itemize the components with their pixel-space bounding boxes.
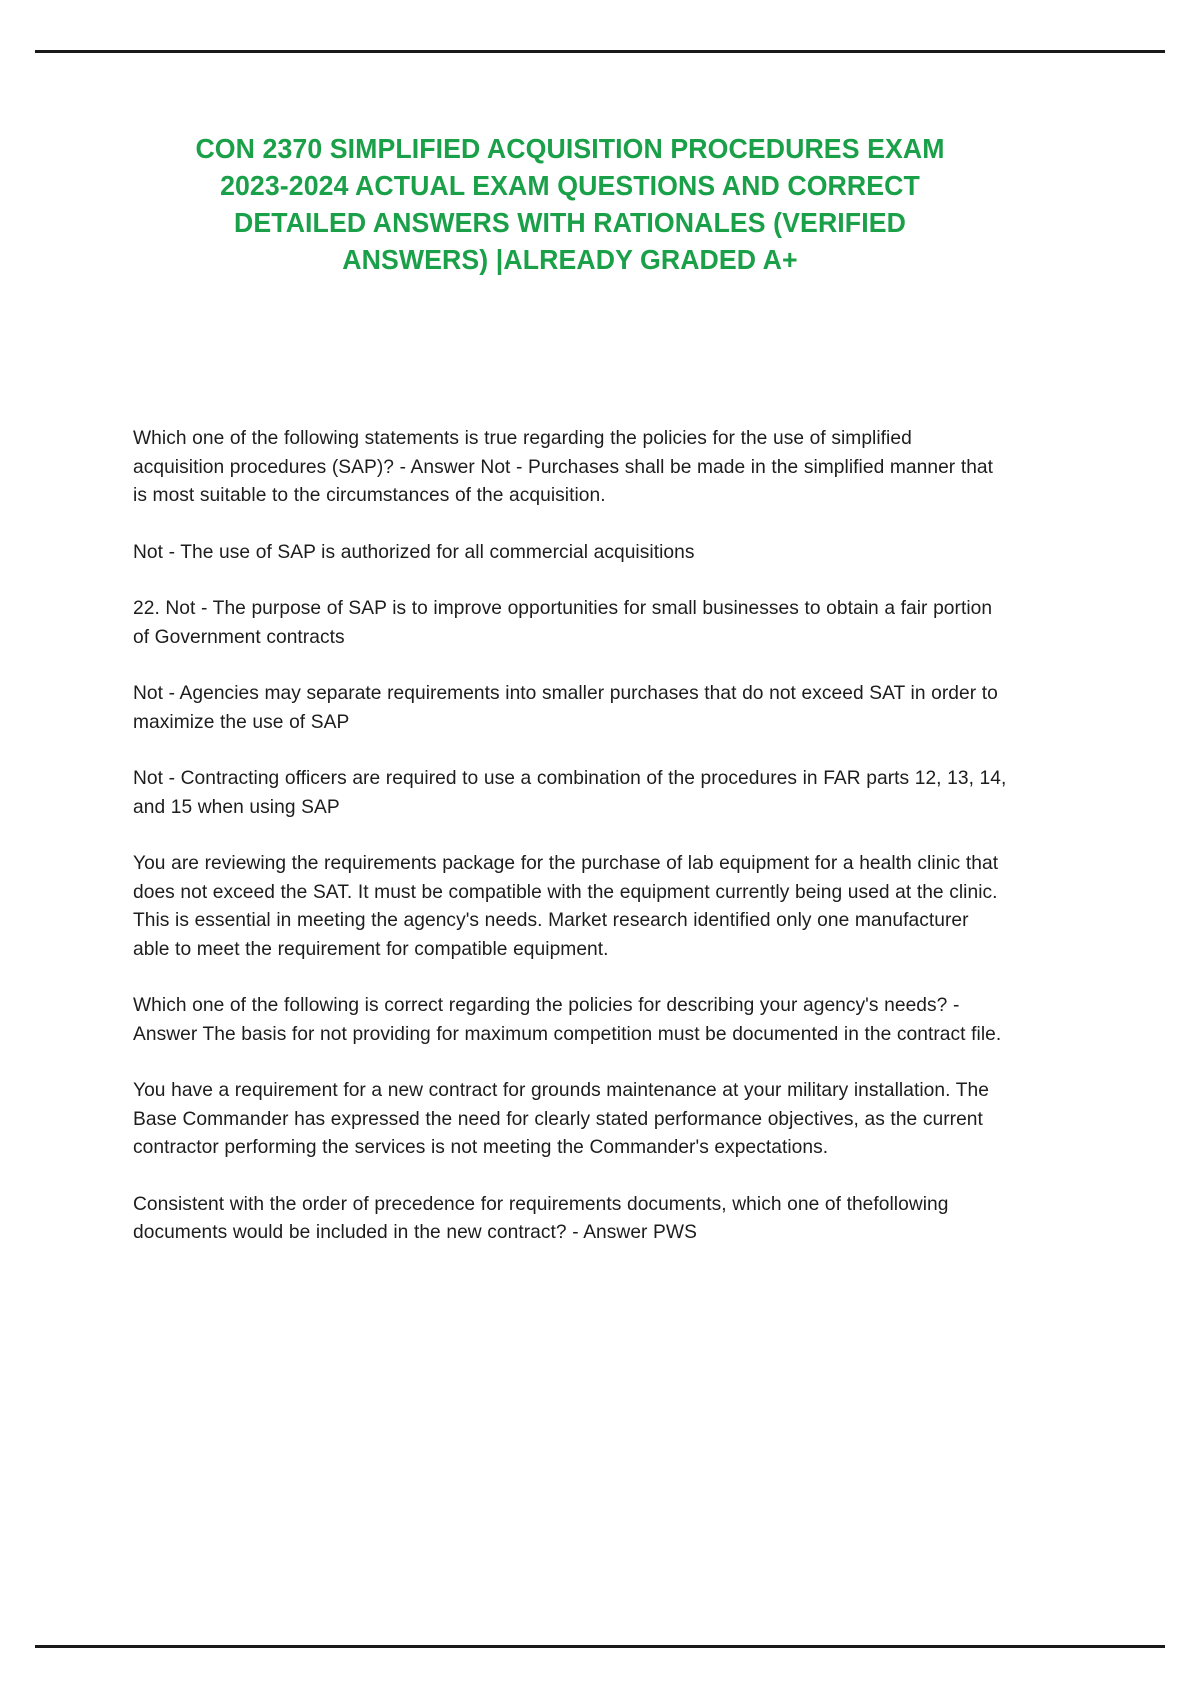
body-paragraph: Not - Contracting officers are required to use a combination of the procedures in FAR parts 12, 13, 14, and 15 when using SAP (133, 768, 1007, 818)
body-paragraph: Not - The use of SAP is authorized for all commercial acquisitions (133, 541, 695, 563)
body-paragraph: Not - Agencies may separate requirements into smaller purchases that do not exceed SAT in order to maximize the use of SAP (133, 683, 998, 733)
body-paragraph: You are reviewing the requirements package for the purchase of lab equipment for a health clinic that does not exceed the SAT. It must be compatible with the equipment currently being used at the clinic. This is essential in meeting the agency's needs. Market research identified only one manufacturer able to meet the requirement for compatible equipment. (133, 853, 999, 960)
document-body (133, 425, 1007, 1248)
body-paragraph: Which one of the following is correct regarding the policies for describing your agency's needs? - Answer The basis for not providing for maximum competition must be documented in the contract file. (133, 995, 1002, 1045)
page-top-rule (35, 50, 1165, 53)
page-title-line-3: DETAILED ANSWERS WITH RATIONALES (VERIFIED (234, 207, 906, 238)
page-title-line-2: 2023-2024 ACTUAL EXAM QUESTIONS AND CORRECT (220, 170, 920, 201)
document-content (133, 130, 1007, 1248)
body-paragraph: Consistent with the order of precedence for requirements documents, which one of thefollowing documents would be included in the new contract? - Answer PWS (133, 1193, 949, 1243)
page-title-line-1: CON 2370 SIMPLIFIED ACQUISITION PROCEDURES EXAM (195, 133, 945, 164)
page-title (146, 130, 994, 278)
body-paragraph: Which one of the following statements is true regarding the policies for the use of simplified acquisition procedures (SAP)? - Answer Not - Purchases shall be made in the simplified manner that is most suitable to the circumstances of the acquisition. (133, 428, 994, 506)
page-title-line-4: ANSWERS) |ALREADY GRADED A+ (342, 244, 798, 275)
body-paragraph: You have a requirement for a new contract for grounds maintenance at your military installation. The Base Commander has expressed the need for clearly stated performance objectives, as the current contractor performing the services is not meeting the Commander's expectations. (133, 1080, 989, 1158)
body-paragraph: 22. Not - The purpose of SAP is to improve opportunities for small businesses to obtain a fair portion of Government contracts (133, 598, 993, 648)
page-bottom-rule (35, 1645, 1165, 1648)
